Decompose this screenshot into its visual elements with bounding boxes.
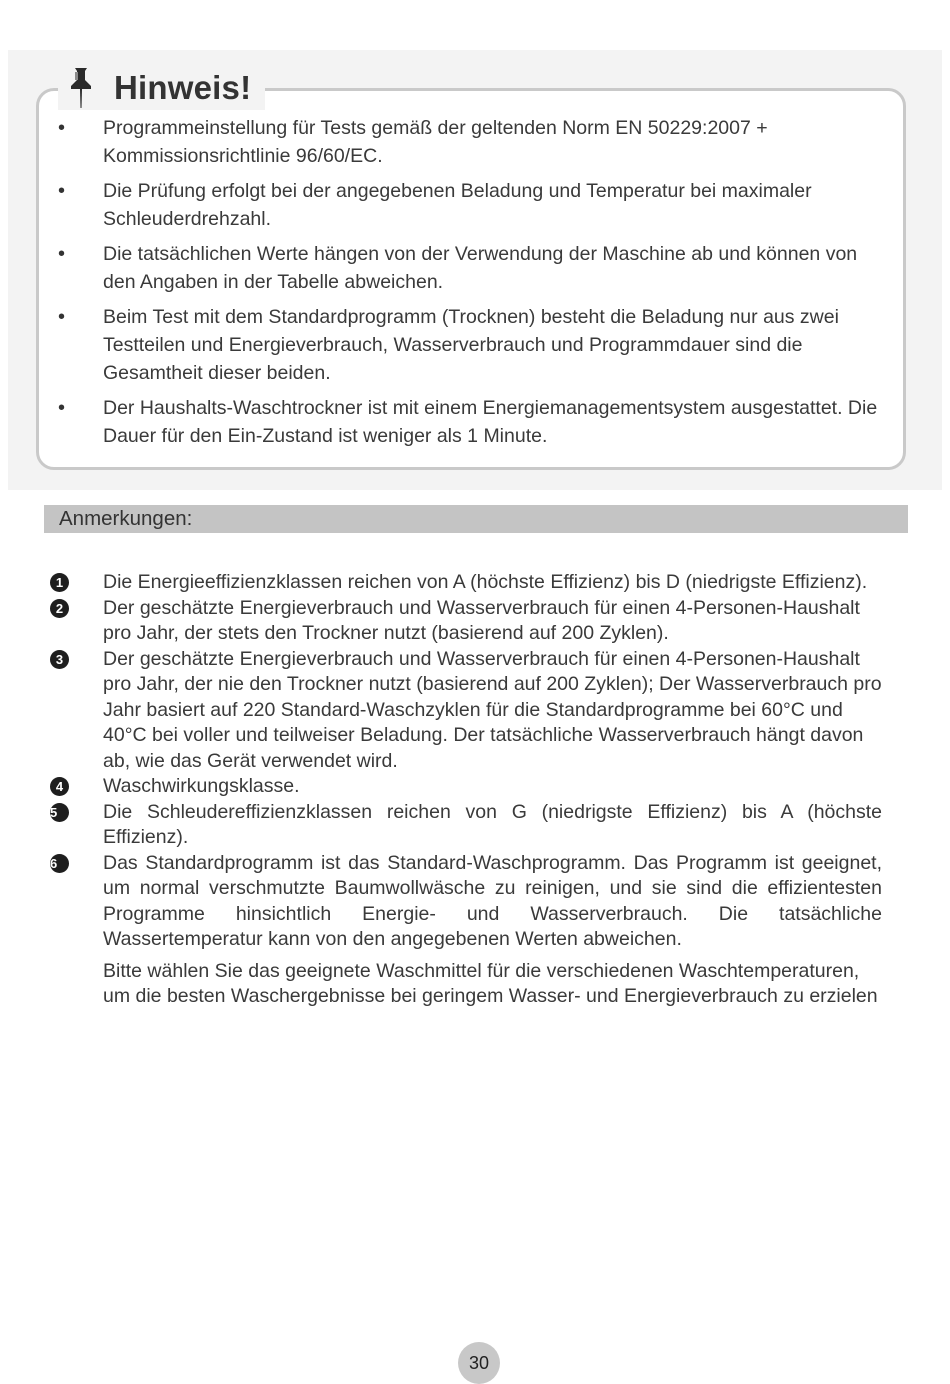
note-item — [50, 647, 882, 775]
notes-list — [50, 570, 882, 1010]
hint-title: Hinweis! — [114, 69, 252, 106]
note-text: Der geschätzte Energieverbrauch und Wasserverbrauch für einen 4-Personen-Haushalt pro Jahr, der nie den Trockner nutzt (basierend auf 200 Zyklen); Der Wasserverbrauch pro Jahr basiert auf 220 Standard-Waschzyklen für die Standardprogramme bei 60°C und 40°C bei voller und teilweiser Beladung. Der tatsächliche Wasserverbrauch hängt davon ab, wie das Gerät verwendet wird. — [103, 647, 882, 772]
note-item — [50, 596, 882, 647]
note-number-badge: 2 — [50, 599, 69, 618]
bullet-icon: • — [58, 117, 66, 139]
page-number: 30 — [458, 1342, 500, 1384]
bullet-icon: • — [58, 243, 66, 265]
note-text: Waschwirkungsklasse. — [103, 775, 300, 797]
note-text: Der geschätzte Energieverbrauch und Wasserverbrauch für einen 4-Personen-Haushalt pro Jahr, der stets den Trockner nutzt (basierend auf 200 Zyklen). — [103, 596, 860, 644]
note-text: Das Standardprogramm ist das Standard-Waschprogramm. Das Programm ist geeignet, um normal verschmutzte Baumwollwäsche zu reinigen, und sie sind die effizientesten Programme hinsichtlich Energie- und Wasserverbrauch. Die tatsächliche Wassertemperatur kann von den angegebenen Werten abweichen. — [103, 851, 882, 950]
notes-header: Anmerkungen: — [44, 505, 908, 533]
note-item — [50, 570, 882, 596]
note-number-badge: 5 — [50, 803, 69, 822]
hint-header — [58, 66, 265, 110]
note-number-badge: 6 — [50, 854, 69, 873]
note-number-badge: 4 — [50, 777, 69, 796]
note-text: Die Schleudereffizienzklassen reichen von G (niedrigste Effizienz) bis A (höchste Effizienz). — [103, 800, 882, 848]
bullet-icon: • — [58, 397, 66, 419]
note-text: Die Energieeffizienzklassen reichen von A (höchste Effizienz) bis D (niedrigste Effizienz). — [103, 571, 868, 593]
hint-item: • Der Haushalts-Waschtrockner ist mit einem Energiemanagementsystem ausgestattet. Die Dauer für den Ein-Zustand ist weniger als 1 Minute. — [55, 394, 895, 450]
note-detergent-advice: Bitte wählen Sie das geeignete Waschmittel für die verschiedenen Waschtemperaturen, um die besten Waschergebnisse bei geringem Wasser- und Energieverbrauch zu erzielen — [103, 959, 878, 1007]
note-item — [50, 774, 882, 800]
hint-item: • Die tatsächlichen Werte hängen von der Verwendung der Maschine ab und können von den Angaben in der Tabelle abweichen. — [55, 240, 895, 296]
bullet-icon: • — [58, 306, 66, 328]
note-number-badge: 3 — [50, 650, 69, 669]
hint-list — [55, 114, 895, 457]
note-item — [50, 851, 882, 953]
hint-item: • Programmeinstellung für Tests gemäß der geltenden Norm EN 50229:2007 + Kommissionsrichtlinie 96/60/EC. — [55, 114, 895, 170]
hint-item: • Die Prüfung erfolgt bei der angegebenen Beladung und Temperatur bei maximaler Schleuderdrehzahl. — [55, 177, 895, 233]
note-item — [50, 800, 882, 851]
bullet-icon: • — [58, 180, 66, 202]
note-number-badge: 1 — [50, 573, 69, 592]
hint-item: • Beim Test mit dem Standardprogramm (Trocknen) besteht die Beladung nur aus zwei Testteilen und Energieverbrauch, Wasserverbrauch und Programmdauer sind die Gesamtheit dieser beiden. — [55, 303, 895, 387]
pushpin-icon — [66, 66, 96, 110]
